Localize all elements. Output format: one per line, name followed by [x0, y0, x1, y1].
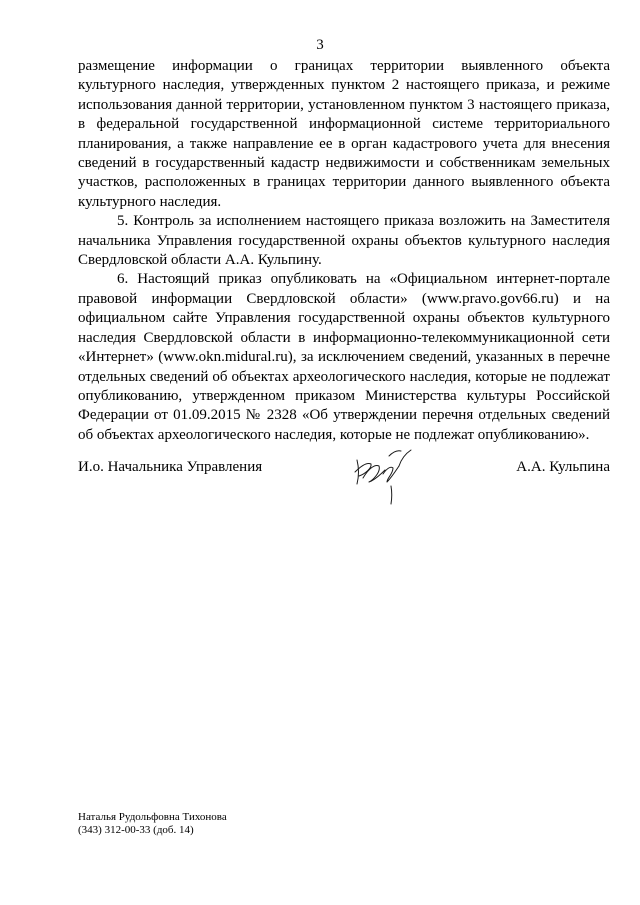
handwritten-signature: [345, 446, 425, 512]
page-number: 3: [316, 37, 324, 53]
executor-name: Наталья Рудольфовна Тихонова: [78, 811, 227, 823]
paragraph-item-5: 5. Контроль за исполнением настоящего приказа возложить на Заместителя начальника Управления государственной охраны объектов культурного наследия Свердловской области А.А. Кульпину.: [78, 213, 610, 269]
executor-phone: (343) 312-00-33 (доб. 14): [78, 824, 194, 836]
signature-row: [78, 458, 610, 478]
signer-title: И.о. Начальника Управления: [78, 459, 263, 475]
paragraph-item-6: 6. Настоящий приказ опубликовать на «Официальном интернет-портале правовой информации Свердловской области» (www.pravo.gov66.ru) и на официальном сайте Управления государственной охраны объектов культурного наследия Свердловской области в информационно-телекоммуникационной сети «Интернет» (www.okn.midural.ru), за исключением сведений, указанных в перечне отдельных сведений об объектах археологического наследия, которые не подлежат опубликованию, утвержденном приказом Министерства культуры Российской Федерации от 01.09.2015 № 2328 «Об утверждении перечня отдельных сведений об объектах археологического наследия, которые не подлежат опубликованию».: [78, 271, 610, 443]
signer-name: А.А. Кульпина: [516, 459, 610, 475]
document-body: [78, 57, 610, 445]
paragraph-continuation: размещение информации о границах территории выявленного объекта культурного наследия, утвержденных пунктом 2 настоящего приказа, и режиме использования данной территории, установленном пунктом 3 настоящего приказа, в федеральной государственной информационной системе территориального планирования, а также направление ее в орган кадастрового учета для внесения сведений в государственный кадастр недвижимости и собственникам земельных участков, расположенных в границах территории данного выявленного объекта культурного наследия.: [78, 58, 610, 210]
footer: [78, 811, 227, 837]
